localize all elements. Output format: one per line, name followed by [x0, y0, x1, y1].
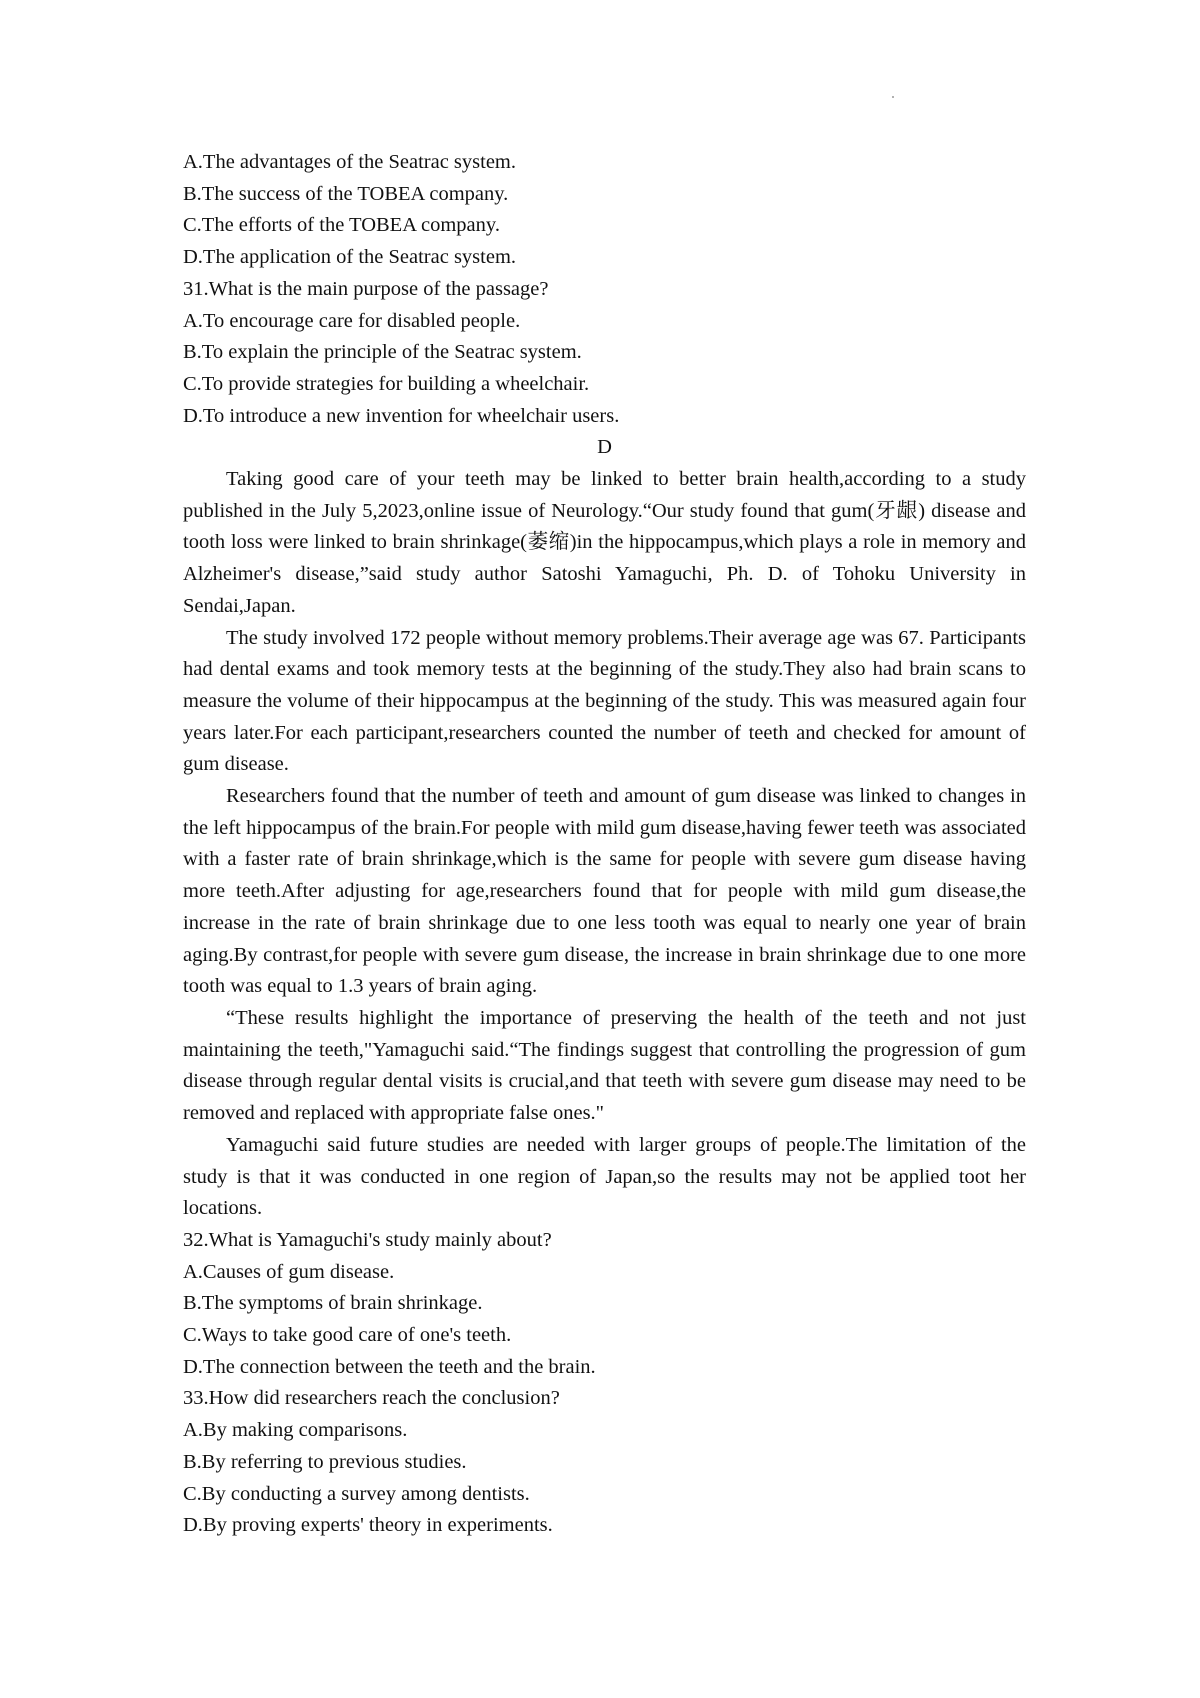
document-page — [183, 147, 1026, 1542]
question-31-stem: 31.What is the main purpose of the passage? — [183, 277, 549, 300]
option-31-c: C.To provide strategies for building a wheelchair. — [183, 372, 590, 395]
option-32-a: A.Causes of gum disease. — [183, 1260, 395, 1283]
option-30-d: D.The application of the Seatrac system. — [183, 246, 517, 269]
option-33-c: C.By conducting a survey among dentists. — [183, 1482, 530, 1505]
passage-body — [183, 464, 1026, 1225]
question-33 — [183, 1383, 1026, 1542]
option-32-b: B.The symptoms of brain shrinkage. — [183, 1292, 483, 1315]
option-31-b: B.To explain the principle of the Seatrac system. — [183, 341, 582, 364]
option-33-b: B.By referring to previous studies. — [183, 1450, 467, 1473]
option-31-d: D.To introduce a new invention for wheelchair users. — [183, 404, 620, 427]
passage-paragraph-1: Taking good care of your teeth may be linked to better brain health,according to a study published in the July 5,2023,online issue of Neurology.“Our study found that gum(牙龈) disease and tooth loss were linked to brain shrinkage(萎缩)in the hippocampus,which plays a role in memory and Alzheimer's disease,”said study author Satoshi Yamaguchi, Ph. D. of Tohoku University in Sendai,Japan. — [183, 468, 1026, 617]
question-32 — [183, 1225, 1026, 1384]
option-32-d: D.The connection between the teeth and the brain. — [183, 1355, 596, 1378]
section-heading: D — [597, 436, 612, 459]
option-30-a: A.The advantages of the Seatrac system. — [183, 151, 517, 173]
question-30-options — [183, 147, 1026, 274]
option-30-b: B.The success of the TOBEA company. — [183, 182, 509, 205]
passage-paragraph-5: Yamaguchi said future studies are needed with larger groups of people.The limitation of the study is that it was conducted in one region of Japan,so the results may not be applied toot her locations. — [183, 1133, 1026, 1220]
option-33-d: D.By proving experts' theory in experiments. — [183, 1514, 553, 1537]
passage-paragraph-3: Researchers found that the number of teeth and amount of gum disease was linked to changes in the left hippocampus of the brain.For people with mild gum disease,having fewer teeth was associated with a faster rate of brain shrinkage,which is the same for people with severe gum disease having more teeth.After adjusting for age,researchers found that for people with mild gum disease,the increase in the rate of brain shrinkage due to one less tooth was equal to nearly one year of brain aging.By contrast,for people with severe gum disease, the increase in brain shrinkage due to one more tooth was equal to 1.3 years of brain aging. — [183, 785, 1026, 998]
option-31-a: A.To encourage care for disabled people. — [183, 309, 521, 332]
option-30-c: C.The efforts of the TOBEA company. — [183, 214, 500, 237]
option-32-c: C.Ways to take good care of one's teeth. — [183, 1324, 512, 1347]
option-33-a: A.By making comparisons. — [183, 1419, 408, 1442]
passage-paragraph-2: The study involved 172 people without memory problems.Their average age was 67. Participants had dental exams and took memory tests at the beginning of the study.They also had brain scans to measure the volume of their hippocampus at the beginning of the study. This was measured again four years later.For each participant,researchers counted the number of teeth and checked for amount of gum disease. — [183, 626, 1026, 776]
scan-speck — [892, 96, 894, 98]
passage-paragraph-4: “These results highlight the importance of preserving the health of the teeth and not just maintaining the teeth,"Yamaguchi said.“The findings suggest that controlling the progression of gum disease through regular dental visits is crucial,and that teeth with severe gum disease may need to be removed and replaced with appropriate false ones." — [183, 1006, 1026, 1125]
question-32-stem: 32.What is Yamaguchi's study mainly about? — [183, 1228, 552, 1251]
question-31 — [183, 274, 1026, 433]
question-33-stem: 33.How did researchers reach the conclusion? — [183, 1387, 560, 1410]
